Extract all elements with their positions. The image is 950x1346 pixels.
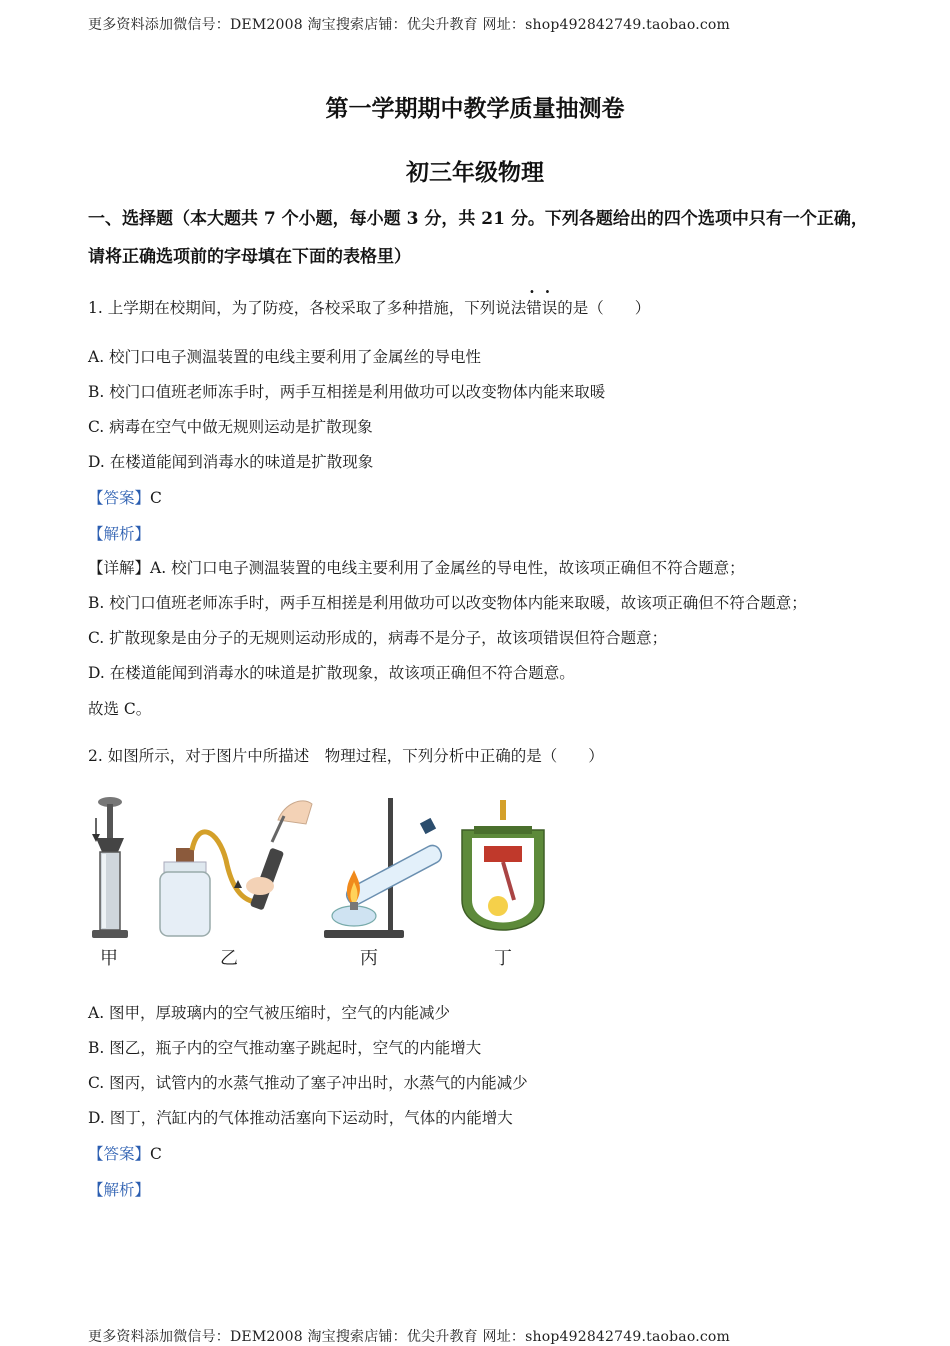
q1-detail-b: B. 校门口值班老师冻手时，两手互相搓是利用做功可以改变物体内能来取暖，故该项正确但不符合题意； <box>88 594 807 612</box>
exam-subtitle: 初三年级物理 <box>406 159 544 186</box>
q2-option-b: B. 图乙，瓶子内的空气推动塞子跳起时，空气的内能增大 <box>88 1039 482 1057</box>
q1-answer: 【答案】C <box>88 489 162 507</box>
q2-figure <box>88 790 548 970</box>
exam-title: 第一学期期中教学质量抽测卷 <box>325 95 625 122</box>
emphasis-char: 误 <box>541 299 558 317</box>
figure-label-bing: 丙 <box>360 948 378 969</box>
answer-tag: 【答案】 <box>88 1145 151 1163</box>
page-header: 更多资料添加微信号：DEM2008 淘宝搜索店铺：优尖升教育 网址：shop492842749.taobao.com <box>88 17 731 33</box>
q2-stem: 2. 如图所示，对于图片中所描述 物理过程，下列分析中正确的是（ ） <box>88 747 604 765</box>
figure-label-yi: 乙 <box>220 948 238 969</box>
q1-option-b: B. 校门口值班老师冻手时，两手互相搓是利用做功可以改变物体内能来取暖 <box>88 383 606 401</box>
detail-tag: 【详解】 <box>88 559 151 577</box>
emphasis-char: 错 <box>526 299 542 317</box>
q1-detail-c: C. 扩散现象是由分子的无规则运动形成的，病毒不是分子，故该项错误但符合题意； <box>88 629 668 647</box>
page-footer: 更多资料添加微信号：DEM2008 淘宝搜索店铺：优尖升教育 网址：shop492842749.taobao.com <box>88 1329 731 1345</box>
q1-option-c: C. 病毒在空气中做无规则运动是扩散现象 <box>88 418 373 436</box>
q1-detail-a: 【详解】A. 校门口电子测温装置的电线主要利用了金属丝的导电性，故该项正确但不符合题意； <box>88 559 745 577</box>
figure-yi-bottle-pump <box>160 801 312 936</box>
answer-tag: 【答案】 <box>88 489 151 507</box>
section-heading: 一、选择题（本大题共 7 个小题，每小题 3 分，共 21 分。下列各题给出的四个选项中只有一个正确，请将正确选项前的字母填在下面的表格里） <box>88 209 868 267</box>
q2-option-c: C. 图丙，试管内的水蒸气推动了塞子冲出时，水蒸气的内能减少 <box>88 1074 528 1092</box>
figure-ding-engine-cylinder <box>462 800 544 930</box>
q1-detail-d: D. 在楼道能闻到消毒水的味道是扩散现象，故该项正确但不符合题意。 <box>88 664 575 682</box>
q1-stem: 1. 上学期在校期间，为了防疫，各校采取了多种措施，下列说法错误的是（ ） <box>88 296 650 318</box>
q1-analysis-tag: 【解析】 <box>88 525 151 543</box>
q2-analysis-tag: 【解析】 <box>88 1181 151 1199</box>
q2-option-a: A. 图甲，厚玻璃内的空气被压缩时，空气的内能减少 <box>88 1004 451 1022</box>
q1-conclusion: 故选 C。 <box>88 700 152 718</box>
q1-option-d: D. 在楼道能闻到消毒水的味道是扩散现象 <box>88 453 374 471</box>
figure-bing-test-tube-flame <box>324 798 444 938</box>
figure-jia-compression-tube <box>92 797 128 938</box>
figure-label-jia: 甲 <box>100 948 118 969</box>
q1-option-a: A. 校门口电子测温装置的电线主要利用了金属丝的导电性 <box>88 348 482 366</box>
q2-answer: 【答案】C <box>88 1145 162 1163</box>
q2-option-d: D. 图丁，汽缸内的气体推动活塞向下运动时，气体的内能增大 <box>88 1109 513 1127</box>
figure-label-ding: 丁 <box>494 948 512 969</box>
